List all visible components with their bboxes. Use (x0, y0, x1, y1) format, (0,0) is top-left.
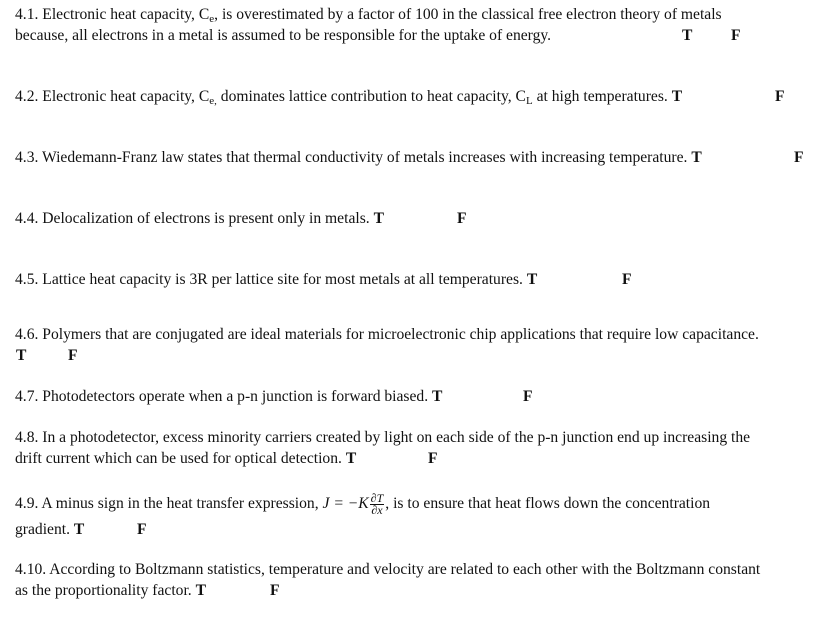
false-option-4-7[interactable]: F (523, 388, 533, 405)
question-4-5 (15, 269, 827, 290)
subscript-e: e, (209, 95, 217, 107)
question-4-4-text: 4.4. Delocalization of electrons is present only in metals. (15, 210, 374, 227)
true-option-4-10[interactable]: T (195, 582, 206, 599)
question-4-7-text: 4.7. Photodetectors operate when a p-n junction is forward biased. (15, 388, 433, 405)
question-4-2-text-cont: dominates lattice contribution to heat capacity, C (216, 88, 526, 105)
question-4-1-text-line2: because, all electrons in a metal is assumed to be responsible for the uptake of energy. (15, 27, 552, 44)
question-4-8-line2 (15, 448, 827, 469)
question-4-9-text-cont: , is to ensure that heat flows down the concentration (385, 495, 711, 513)
question-4-1 (15, 4, 827, 27)
question-4-7 (15, 386, 827, 407)
question-4-6 (15, 324, 827, 345)
false-option-4-9[interactable]: F (137, 521, 147, 538)
question-4-9 (15, 493, 827, 516)
question-4-1-text-cont: , is overestimated by a factor of 100 in the classical free electron theory of metals (214, 6, 722, 23)
fraction-numerator: ∂T (370, 491, 384, 505)
true-option-4-2[interactable]: T (671, 88, 683, 105)
question-4-9-text: 4.9. A minus sign in the heat transfer expression, (15, 495, 323, 513)
question-4-1-line2 (15, 25, 827, 46)
fraction-denominator: ∂x (371, 503, 383, 517)
true-option-4-5[interactable]: T (526, 271, 538, 288)
false-option-4-8[interactable]: F (428, 450, 438, 467)
question-4-3-text: 4.3. Wiedemann-Franz law states that thermal conductivity of metals increases with increasing temperature. (15, 149, 692, 166)
question-4-4 (15, 208, 827, 229)
subscript-l: L (525, 95, 533, 107)
question-4-6-text: 4.6. Polymers that are conjugated are ideal materials for microelectronic chip applications that require low capacitance. (15, 326, 759, 343)
subscript-e: e (209, 13, 215, 25)
false-option-4-10[interactable]: F (270, 582, 280, 599)
true-option-4-4[interactable]: T (373, 210, 384, 227)
question-4-8-text-line2: drift current which can be used for optical detection. (15, 450, 346, 467)
true-option-4-7[interactable]: T (432, 388, 443, 405)
question-4-1-text: 4.1. Electronic heat capacity, C (15, 6, 210, 23)
question-4-8 (15, 427, 827, 448)
true-option-4-8[interactable]: T (345, 450, 357, 467)
true-option-4-1[interactable]: T (682, 27, 693, 44)
false-option-4-6[interactable]: F (68, 347, 78, 364)
question-4-8-text: 4.8. In a photodetector, excess minority carriers created by light on each side of the p-n junction end up increasing the (15, 429, 751, 446)
question-4-2-text: 4.2. Electronic heat capacity, C (15, 88, 210, 105)
false-option-4-2[interactable]: F (775, 88, 785, 105)
question-4-10 (15, 559, 827, 580)
question-4-3 (15, 147, 827, 168)
true-option-4-6[interactable]: T (16, 347, 27, 364)
question-4-5-text: 4.5. Lattice heat capacity is 3R per lattice site for most metals at all temperatures. (15, 271, 527, 288)
equation-lhs: J = −K (322, 495, 369, 513)
false-option-4-1[interactable]: F (731, 27, 741, 44)
false-option-4-3[interactable]: F (794, 149, 804, 166)
false-option-4-4[interactable]: F (457, 210, 467, 227)
question-4-2 (15, 86, 827, 109)
true-option-4-9[interactable]: T (73, 521, 85, 538)
question-4-2-text-end: at high temperatures. (532, 88, 672, 105)
false-option-4-5[interactable]: F (622, 271, 632, 288)
question-4-9-text-line2: gradient. (15, 521, 74, 538)
partial-derivative-fraction (370, 493, 385, 516)
question-4-10-line2 (15, 580, 827, 601)
true-option-4-3[interactable]: T (691, 149, 702, 166)
question-4-10-text: 4.10. According to Boltzmann statistics, temperature and velocity are related to each other with the Boltzmann constant (15, 561, 761, 578)
question-4-10-text-line2: as the proportionality factor. (15, 582, 196, 599)
